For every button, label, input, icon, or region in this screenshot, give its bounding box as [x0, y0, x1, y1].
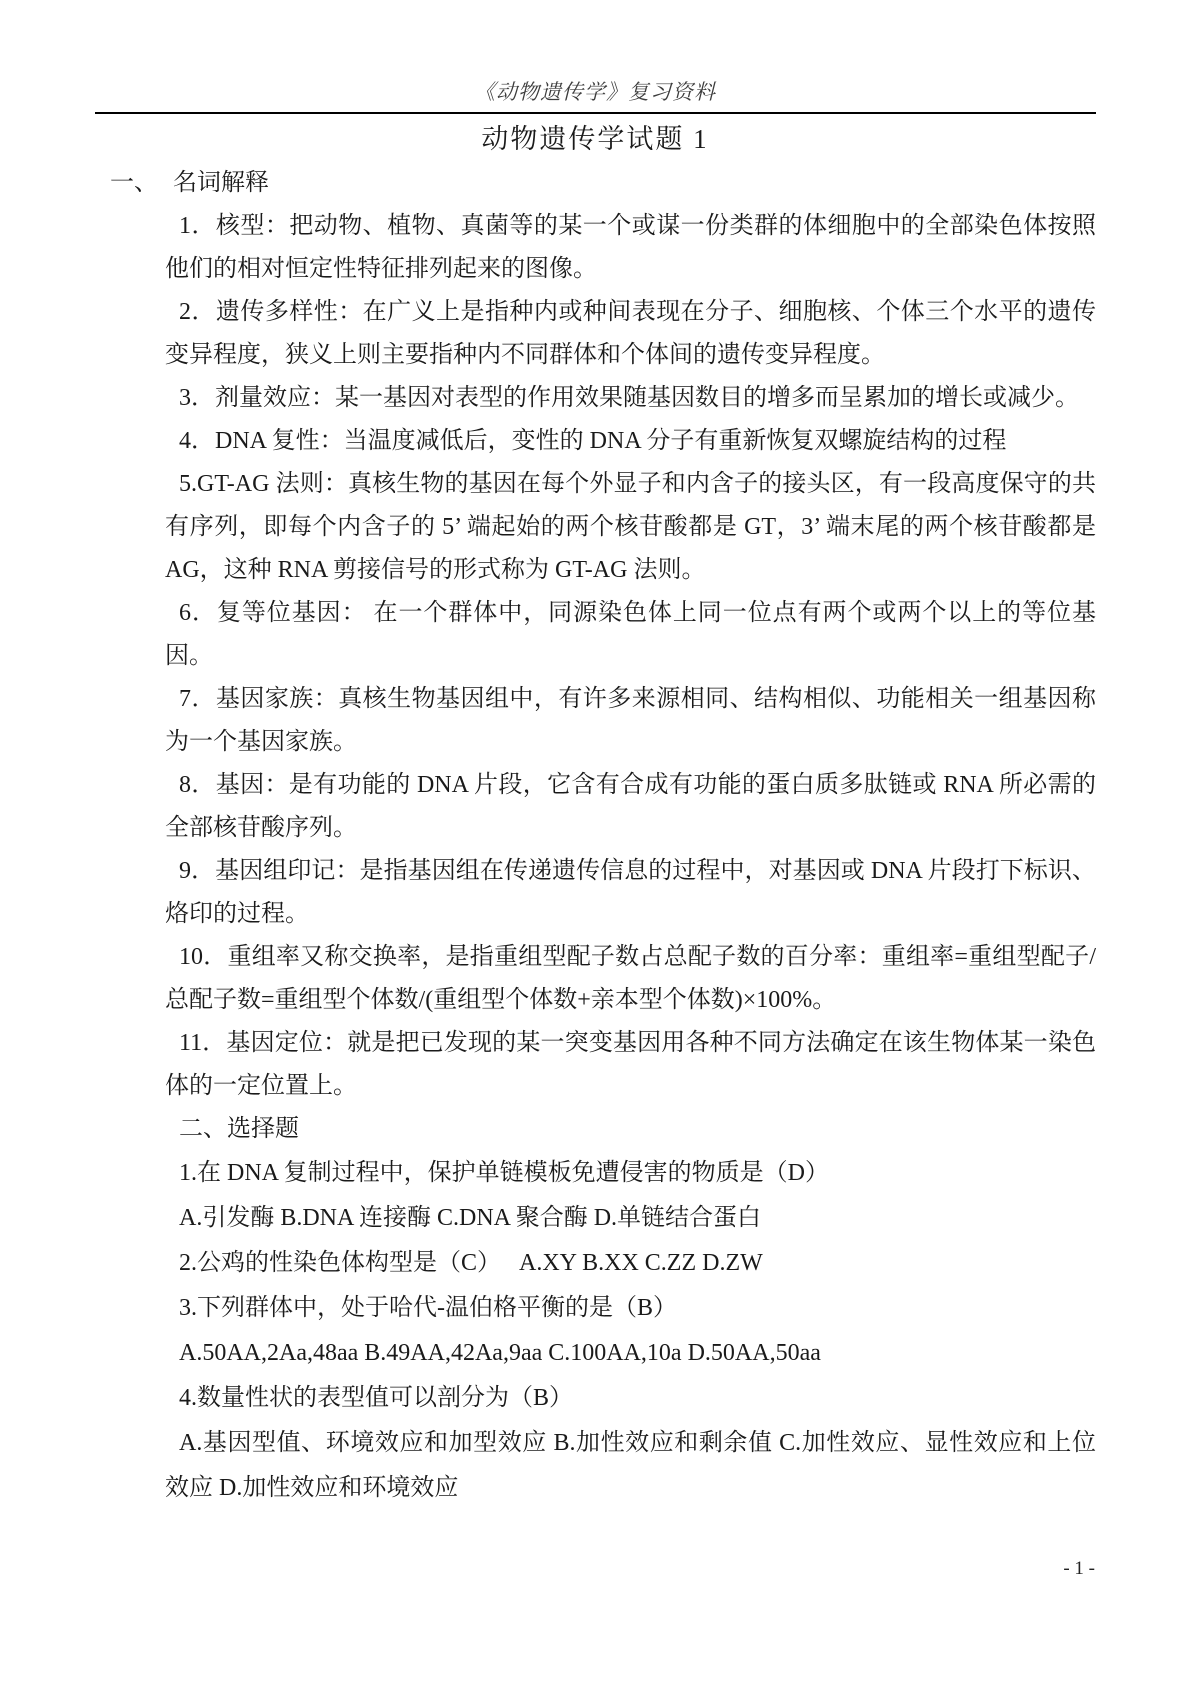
page-title: 动物遗传学试题 1: [481, 124, 709, 154]
term-item-10: 10．重组率又称交换率，是指重组型配子数占总配子数的百分率：重组率=重组型配子/总配子数=重组型个体数/(重组型个体数+亲本型个体数)×100%。: [165, 944, 1096, 1013]
question-4-options: A.基因型值、环境效应和加型效应 B.加性效应和剩余值 C.加性效应、显性效应和上位效应 D.加性效应和环境效应: [165, 1430, 1096, 1501]
term-item-11: 11．基因定位：就是把已发现的某一突变基因用各种不同方法确定在该生物体某一染色体的一定位置上。: [165, 1030, 1096, 1099]
question-4: 4.数量性状的表型值可以剖分为（B）: [179, 1385, 574, 1411]
header-rule: [95, 112, 1096, 114]
term-item-3: 3．剂量效应：某一基因对表型的作用效果随基因数目的增多而呈累加的增长或减少。: [179, 385, 1079, 411]
term-item-6: 6．复等位基因： 在一个群体中，同源染色体上同一位点有两个或两个以上的等位基因。: [165, 600, 1096, 669]
section-terms-numeral: 一、: [110, 170, 158, 196]
term-item-7: 7．基因家族：真核生物基因组中，有许多来源相同、结构相似、功能相关一组基因称为一个基因家族。: [165, 686, 1096, 755]
section-choices-heading: 二、选择题: [179, 1116, 299, 1142]
question-3: 3.下列群体中，处于哈代-温伯格平衡的是（B）: [179, 1295, 677, 1321]
page-number: - 1 -: [1063, 1558, 1095, 1579]
section-terms-heading: [110, 162, 1096, 205]
question-2: 2.公鸡的性染色体构型是（C） A.XY B.XX C.ZZ D.ZW: [179, 1250, 763, 1276]
question-1-options: A.引发酶 B.DNA 连接酶 C.DNA 聚合酶 D.单链结合蛋白: [179, 1205, 762, 1231]
term-item-4: 4．DNA 复性：当温度减低后，变性的 DNA 分子有重新恢复双螺旋结构的过程: [179, 428, 1007, 454]
terms-list: [165, 205, 1096, 1151]
term-item-1: 1．核型：把动物、植物、真菌等的某一个或谋一份类群的体细胞中的全部染色体按照他们的相对恒定性特征排列起来的图像。: [165, 213, 1096, 282]
question-3-options: A.50AA,2Aa,48aa B.49AA,42Aa,9aa C.100AA,10a D.50AA,50aa: [179, 1340, 821, 1366]
term-item-8: 8．基因：是有功能的 DNA 片段，它含有合成有功能的蛋白质多肽链或 RNA 所必需的全部核苷酸序列。: [165, 772, 1096, 841]
section-terms-title: 名词解释: [173, 170, 269, 196]
running-header: 《动物遗传学》复习资料: [474, 80, 716, 104]
term-item-9: 9．基因组印记：是指基因组在传递遗传信息的过程中，对基因或 DNA 片段打下标识、烙印的过程。: [165, 858, 1096, 927]
term-item-2: 2．遗传多样性：在广义上是指种内或种间表现在分子、细胞核、个体三个水平的遗传变异程度，狭义上则主要指种内不同群体和个体间的遗传变异程度。: [165, 299, 1096, 368]
choices-list: [165, 1151, 1096, 1511]
question-1: 1.在 DNA 复制过程中，保护单链模板免遭侵害的物质是（D）: [179, 1160, 830, 1186]
term-item-5: 5.GT-AG 法则：真核生物的基因在每个外显子和内含子的接头区，有一段高度保守的共有序列，即每个内含子的 5’ 端起始的两个核苷酸都是 GT，3’ 端末尾的两个核苷酸都是 AG，这种 RNA 剪接信号的形式称为 GT-AG 法则。: [165, 471, 1096, 583]
